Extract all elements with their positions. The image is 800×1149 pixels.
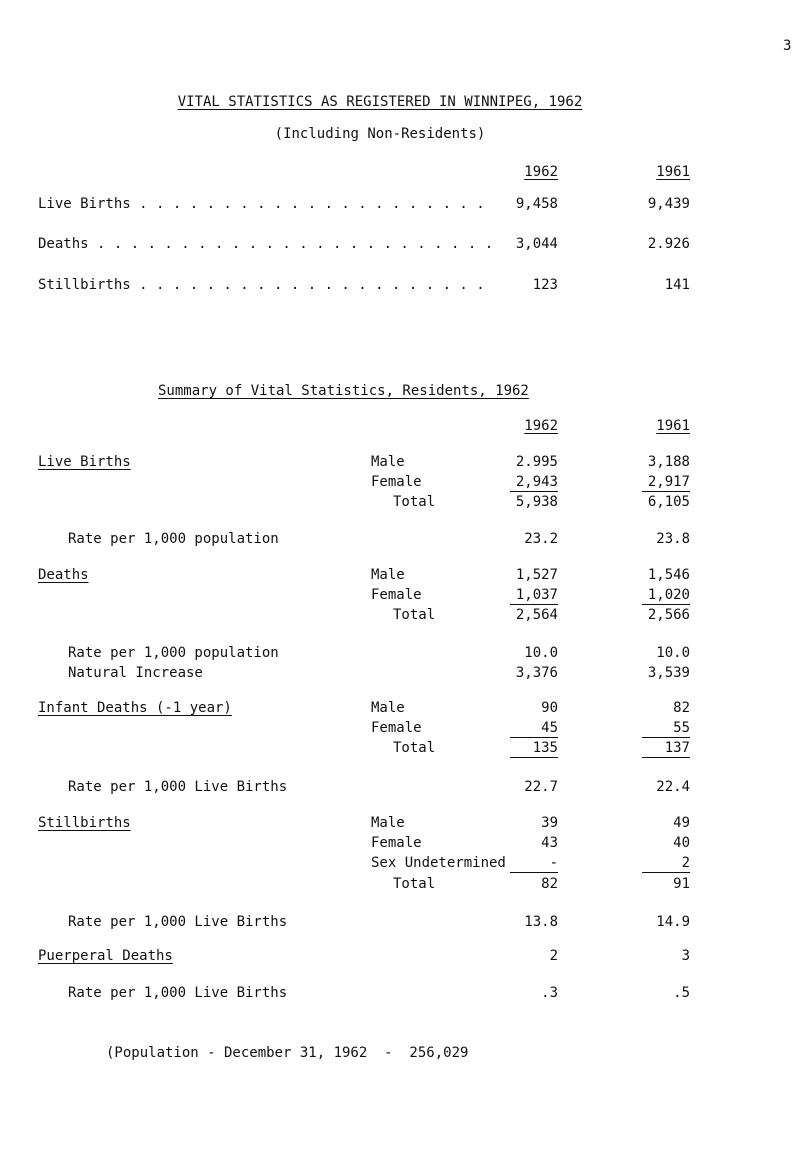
value-1961: 137 <box>642 740 690 758</box>
value-1961: .5 <box>673 985 690 1001</box>
value-1961: 14.9 <box>656 914 690 930</box>
puerperal-deaths-heading: Puerperal Deaths <box>38 948 173 964</box>
top-row-label: Stillbirths . . . . . . . . . . . . . . . . . . . . . <box>38 277 485 293</box>
value-1961: 6,105 <box>647 494 690 510</box>
value-1961: 3,188 <box>647 454 690 470</box>
value-1962: 3,376 <box>515 665 558 681</box>
value-1962: 45 <box>510 720 558 738</box>
value-1962: 2,564 <box>515 607 558 623</box>
value-1962: 135 <box>510 740 558 758</box>
value-1962: 2 <box>549 948 558 964</box>
male-label: Male <box>371 454 405 470</box>
total-label: Total <box>393 740 436 756</box>
deaths-heading: Deaths <box>38 567 89 583</box>
value-1961: 55 <box>642 720 690 738</box>
value-1962: 5,938 <box>515 494 558 510</box>
top-row-value-1962: 9,458 <box>515 196 558 212</box>
value-1961: 3,539 <box>647 665 690 681</box>
value-1961: 82 <box>673 700 690 716</box>
value-1962: 82 <box>541 876 558 892</box>
female-label: Female <box>371 835 422 851</box>
value-1962: 43 <box>541 835 558 851</box>
value-1961: 3 <box>681 948 690 964</box>
value-1962: .3 <box>541 985 558 1001</box>
value-1961: 2 <box>642 855 690 873</box>
page-number: 3 <box>783 38 792 54</box>
value-1962: 39 <box>541 815 558 831</box>
total-label: Total <box>393 607 436 623</box>
value-1962: 1,527 <box>515 567 558 583</box>
male-label: Male <box>371 815 405 831</box>
page-subtitle: (Including Non-Residents) <box>274 126 486 142</box>
value-1962: 13.8 <box>524 914 558 930</box>
female-label: Female <box>371 587 422 603</box>
female-label: Female <box>371 474 422 490</box>
value-1961: 23.8 <box>656 531 690 547</box>
value-1961: 2,566 <box>647 607 690 623</box>
page-title: VITAL STATISTICS AS REGISTERED IN WINNIPEG, 1962 <box>177 94 583 110</box>
top-row-value-1961: 9,439 <box>647 196 690 212</box>
rate-label: Rate per 1,000 Live Births <box>68 779 288 795</box>
value-1961: 2,917 <box>642 474 690 492</box>
summary-year-1962: 1962 <box>524 418 558 434</box>
stillbirths-heading: Stillbirths <box>38 815 131 831</box>
live-births-heading: Live Births <box>38 454 131 470</box>
summary-title: Summary of Vital Statistics, Residents, 1962 <box>158 383 529 399</box>
population-footnote: (Population - December 31, 1962 - 256,029 <box>106 1045 469 1061</box>
value-1962: 2.995 <box>515 454 558 470</box>
top-row-label: Deaths . . . . . . . . . . . . . . . . . . . . . . . . <box>38 236 494 252</box>
top-year-1962: 1962 <box>524 164 558 180</box>
rate-label: Rate per 1,000 Live Births <box>68 985 288 1001</box>
value-1961: 1,020 <box>642 587 690 605</box>
value-1962: 10.0 <box>524 645 558 661</box>
value-1962: 23.2 <box>524 531 558 547</box>
rate-label: Rate per 1,000 Live Births <box>68 914 288 930</box>
rate-label: Rate per 1,000 population <box>68 645 279 661</box>
natural-increase-label: Natural Increase <box>68 665 203 681</box>
value-1961: 10.0 <box>656 645 690 661</box>
top-row-value-1961: 2.926 <box>647 236 690 252</box>
top-row-value-1962: 123 <box>532 277 558 293</box>
total-label: Total <box>393 876 436 892</box>
value-1962: - <box>510 855 558 873</box>
value-1961: 22.4 <box>656 779 690 795</box>
value-1962: 22.7 <box>524 779 558 795</box>
total-label: Total <box>393 494 436 510</box>
infant-deaths-heading: Infant Deaths (-1 year) <box>38 700 232 716</box>
male-label: Male <box>371 567 405 583</box>
male-label: Male <box>371 700 405 716</box>
value-1961: 40 <box>673 835 690 851</box>
top-year-1961: 1961 <box>656 164 690 180</box>
value-1962: 2,943 <box>510 474 558 492</box>
value-1962: 90 <box>541 700 558 716</box>
rate-label: Rate per 1,000 population <box>68 531 279 547</box>
sex-undetermined-label: Sex Undetermined <box>371 855 506 871</box>
top-row-label: Live Births . . . . . . . . . . . . . . . . . . . . . <box>38 196 485 212</box>
value-1961: 91 <box>673 876 690 892</box>
top-row-value-1961: 141 <box>664 277 690 293</box>
value-1961: 1,546 <box>647 567 690 583</box>
female-label: Female <box>371 720 422 736</box>
summary-year-1961: 1961 <box>656 418 690 434</box>
value-1961: 49 <box>673 815 690 831</box>
top-row-value-1962: 3,044 <box>515 236 558 252</box>
value-1962: 1,037 <box>510 587 558 605</box>
